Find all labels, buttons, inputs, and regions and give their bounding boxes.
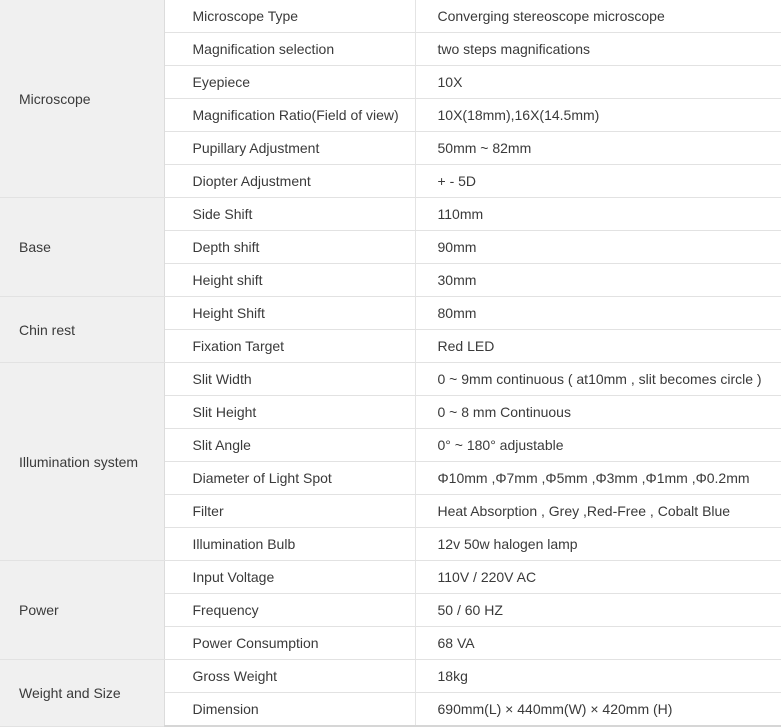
table-row [0, 0, 781, 33]
value-cell: Heat Absorption , Grey ,Red-Free , Cobalt Blue [415, 495, 781, 528]
value-cell: 50mm ~ 82mm [415, 132, 781, 165]
table-row [0, 297, 781, 330]
param-cell: Side Shift [164, 198, 415, 231]
param-cell: Magnification selection [164, 33, 415, 66]
value-cell: 68 VA [415, 627, 781, 660]
param-cell: Eyepiece [164, 66, 415, 99]
value-cell: 80mm [415, 297, 781, 330]
param-cell: Frequency [164, 594, 415, 627]
table-row [0, 363, 781, 396]
param-cell: Input Voltage [164, 561, 415, 594]
param-cell: Slit Height [164, 396, 415, 429]
value-cell: 30mm [415, 264, 781, 297]
param-cell: Filter [164, 495, 415, 528]
value-cell: 690mm(L) × 440mm(W) × 420mm (H) [415, 693, 781, 727]
value-cell: 18kg [415, 660, 781, 693]
param-cell: Height Shift [164, 297, 415, 330]
value-cell: 12v 50w halogen lamp [415, 528, 781, 561]
value-cell: 110V / 220V AC [415, 561, 781, 594]
param-cell: Diameter of Light Spot [164, 462, 415, 495]
param-cell: Slit Width [164, 363, 415, 396]
value-cell: 90mm [415, 231, 781, 264]
value-cell: 0 ~ 9mm continuous ( at10mm , slit becomes circle ) [415, 363, 781, 396]
table-row [0, 198, 781, 231]
param-cell: Depth shift [164, 231, 415, 264]
category-cell: Illumination system [0, 363, 164, 561]
value-cell: Converging stereoscope microscope [415, 0, 781, 33]
param-cell: Slit Angle [164, 429, 415, 462]
param-cell: Pupillary Adjustment [164, 132, 415, 165]
value-cell: 50 / 60 HZ [415, 594, 781, 627]
param-cell: Diopter Adjustment [164, 165, 415, 198]
param-cell: Power Consumption [164, 627, 415, 660]
category-cell: Chin rest [0, 297, 164, 363]
category-cell: Power [0, 561, 164, 660]
value-cell: 10X(18mm),16X(14.5mm) [415, 99, 781, 132]
category-cell: Weight and Size [0, 660, 164, 727]
category-cell: Microscope [0, 0, 164, 198]
category-cell: Base [0, 198, 164, 297]
param-cell: Height shift [164, 264, 415, 297]
param-cell: Illumination Bulb [164, 528, 415, 561]
value-cell: 10X [415, 66, 781, 99]
param-cell: Magnification Ratio(Field of view) [164, 99, 415, 132]
value-cell: Φ10mm ,Φ7mm ,Φ5mm ,Φ3mm ,Φ1mm ,Φ0.2mm [415, 462, 781, 495]
value-cell: 0 ~ 8 mm Continuous [415, 396, 781, 429]
value-cell: 110mm [415, 198, 781, 231]
param-cell: Gross Weight [164, 660, 415, 693]
value-cell: 0° ~ 180° adjustable [415, 429, 781, 462]
param-cell: Fixation Target [164, 330, 415, 363]
param-cell: Dimension [164, 693, 415, 727]
value-cell: two steps magnifications [415, 33, 781, 66]
value-cell: Red LED [415, 330, 781, 363]
table-row [0, 561, 781, 594]
table-row [0, 660, 781, 693]
param-cell: Microscope Type [164, 0, 415, 33]
value-cell: + - 5D [415, 165, 781, 198]
